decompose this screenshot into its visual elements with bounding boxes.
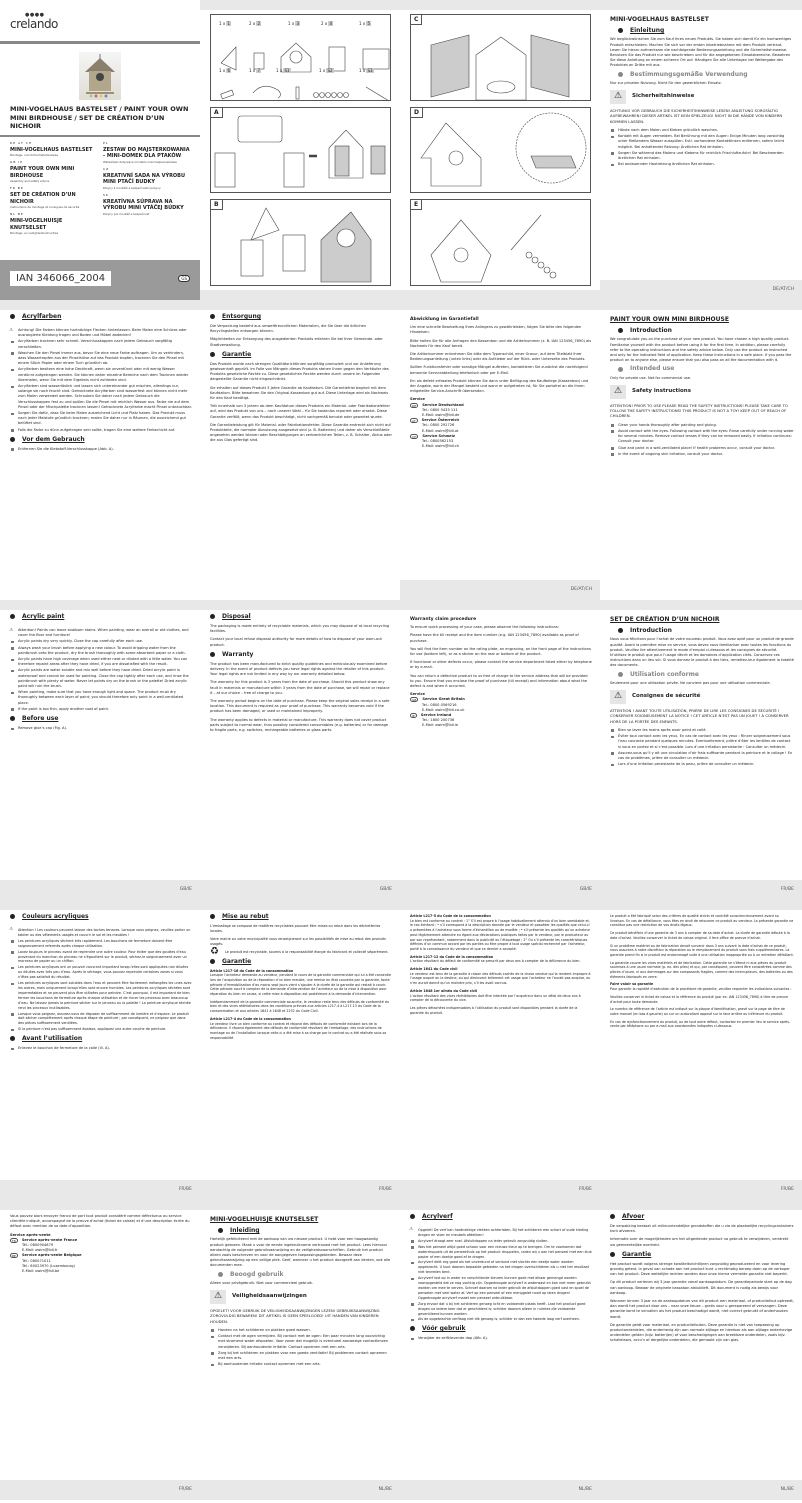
warning-triangle-icon: ⚠: [610, 385, 626, 399]
bullet-icon: [10, 1036, 15, 1041]
product-photo: [79, 52, 121, 100]
ian-number: IAN 346066_2004: [10, 271, 111, 286]
heading-introduction: Inleiding: [218, 1228, 392, 1233]
heading-warranty: Warranty: [210, 651, 400, 658]
heading-introduction: Einleitung: [618, 28, 794, 33]
service-block: Service GB Service Great Britain Tel.: 0800 0569216 E-Mail: owim@lidl.co.uk IE Service Ireland Tel.: 1800 200736 E-Mail: owim@lidl.ie: [410, 692, 465, 728]
gs-badge: GS: [178, 275, 190, 282]
bullet-icon: [618, 672, 623, 677]
gb-claim-page: Warranty claim procedure To ensure quick processing of your case, please observe the following instructions: Please have the till receipt and the item number (e.g. IAN 123456_7890) available as proof of purchase. You will find the item number on the rating plate, an engraving, on the front page of the instructions for use (bottom left), or as a sticker on the rear or bottom of the product. If functional or other defects occur, please contact the service department listed either by telephone or by e-mail. You can return a defective product to us free of charge to the service address that will be provided to you. Ensure that you enclose the proof of purchase (till receipt) and information about what the defect is and when it occurred. Service GB Service Great Britain Tel.: 0800 0569216 E-Mail: owim@lidl.co.uk IE Service Ireland Tel.: 1800 200736 E-Mail: owim@lidl.ie GB/IE: [400, 600, 600, 900]
email-link[interactable]: owim@lidl.at: [435, 428, 459, 433]
bullet-icon: [10, 914, 15, 919]
email-link[interactable]: owim@lidl.co.uk: [435, 707, 465, 712]
page-footer: NL/BE: [600, 1480, 802, 1500]
language-list-left: [10, 141, 97, 239]
diagram-a: A: [210, 107, 391, 193]
email-link[interactable]: owim@lidl.ch: [435, 444, 460, 449]
de-acryl-page: Acrylfarben ⚠ Achtung! Die Farben können hartnäckige Flecken hinterlassen. Beim Malen eine Schürze oder ausrangierte Kleidung tragen und Boden und Möbel abdecken! Acrylfarben trocknen sehr schnell. Verschlusskappen nach jedem Gebrauch sorgfältig verschließen. Waschen Sie den Pinsel immer aus, bevor Sie eine neue Farbe auftragen. Um zu verhindern, dass Wassertropfen aus der Pinselhülse auf das Produkt tropfen, trocknen Sie den Pinsel mit einem Stück Papier oder einem Tuch gründlich ab. Acrylfarben besitzen eine hohe Deckkraft, wenn sie unverdünnt oder mit wenig Wasser verdünnt aufgetragen werden. Sie können daher einzelne Bereiche nach dem Trocknen wieder übermalen, wenn Sie mit dem Ergebnis nicht zufrieden sind. Acrylfarben sind wasserlöslich und lassen sich untereinander gut mischen, allerdings nur, solange sie noch feucht sind. Getrocknete Acrylfarben sind wasserfest und können nicht mehr zum Malen verwendet werden. Schrauben Sie daher nach jedem Gebrauch die Verschlusskappen fest zu und spülen Sie die Pinsel mit reichlich Wasser aus. Farbe nie auf dem Pinsel oder der Mischpalette trocknen lassen! Getrocknete Acrylfarbe macht Pinsel unbrauchbar. Sorgen Sie dafür, dass Sie beim Malen ausreichend Licht und Platz haben. Das Produkt muss nach jeder Malstufe gründlich trocknen; malen Sie daher nur in Räumen, die ausreichend gut belüftet sind. Falls die Farbe zu dünn aufgetragen sein sollte, tragen Sie eine weitere Farbschicht auf. Vor dem Gebrauch Entfernen Sie die Klebstoff-Verschlusskappe (Abb. A).: [0, 300, 200, 600]
bullet-icon: [218, 1272, 223, 1277]
email-link[interactable]: owim@lidl.be: [35, 1269, 60, 1274]
bullet-icon: [10, 314, 15, 319]
diagram-c: C: [410, 14, 591, 101]
nl-acryl-page: Acrylverf ⚠ Opgelet! De verf kan hardnekkige vlekken achterlaten. Bij het schilderen een schort of oude kleding dragen en vloer en meubels afdekken! Acrylverf droogt zeer snel. Afsluitdoppen na ieder gebruik zorgvuldig sluiten. Was het penseel altijd goed schoon voor een nieuwe kleur op te brengen. Om te voorkomen dat waterdruppels uit de penseelhuls op het product druppelen, raden wij u aan het penseel met een stuk papier of een doekje goed af te drogen. Acrylverf dekt erg goed als het onverdund of verdund met slechts een beetje water worden opgebracht. U kunt daarom bepaalde gebieden na het drogen overschilderen als u niet het resultaat niet tevreden bent. Acrylverf lost op in water en verschillende kleuren kunnen goed met elkaar gemengd worden vooropgesteld dat ze nog vochtig zijn. Opgedroogde acrylverf is waterwast en kan niet meer gebruikt worden om mee te verven. Schroef daarom na ieder gebruik de afsluitdoppen goed vast en spoel de penselen met veel water af. Verf op een penseel of een menggalet nooit op laten drogen! Opgedroogde acrylverf maakt een penseel onbruikbaar. Zorg ervoor dat u bij het schilderen genoeg licht en voldoende plaats heeft. Laat het product goed drogen na iedere keer dat er geschilderd is; schilder daarom alleen in ruimtes die voldoende geventileerd kunnen worden. Als de opgebrachte verflaag niet dik genoeg is, schilder er dan een tweede laag verf overheen. Vóór gebruik Verwijder de zelfklevende dop (Afb. A). NL/BE: [400, 1200, 600, 1503]
email-link[interactable]: owim@lidl.de: [435, 413, 460, 418]
page-footer: FR/BE: [600, 880, 802, 900]
fr-service-page: Vous pouvez alors envoyer franco de port tout produit considéré comme défectueux au service clientèle indiqué, accompagné de la preuve d’achat (ticket de caisse) et d’une description écrite du défaut avec mention de sa date d’apparition. Service après-vente FR Service après-vente France Tél.: 0800904879 E-Mail: owim@lidl.fr BE Service après-vente Belgique Tél.: 080071011 Tél.: 80023970 (Luxembourg) E-Mail: owim@lidl.be FR/BE: [0, 1200, 200, 1503]
bullet-icon: [210, 959, 215, 964]
diagram-page: [200, 0, 600, 300]
language-entry: PL ZESTAW DO MAJSTERKOWANIA - MINI-DOMEK DLA PTAKÓW Wskazówki dotyczące montażu oraz bezpieczeństwa: [103, 140, 190, 164]
bullet-icon: [618, 72, 623, 77]
email-link[interactable]: owim@lidl.ie: [435, 723, 459, 728]
bullet-icon: [610, 1252, 615, 1257]
nl-disposal-page: Afvoer De verpakking bestaat uit milieuvriendelijke grondstoffen die u via de plaatselijke recyclingcontainers kunt afvoeren. Informatie over de mogelijkheden om het uitgediende product na gebruik te verwijderen, verstrekt uw gemeentelijke overheid. Garantie Het product wordt volgens strenge kwaliteitsrichtlijnen zorgvuldig geproduceerd en voor levering grondig getest. In geval van schade aan het product kunt u rechtmatig beroep doen op de verkoper van het product. Deze wettelijke rechten worden door onze hierna vermelde garantie niet beperkt. Op dit product verlenen wij 3 jaar garantie vanaf aankoopdatum. De garantieperiode start op de dag van aankoop. Bewaar de originele kassabon alstublieft. Dit document is nodig als bewijs voor aankoop. Wanneer binnen 3 jaar na de aankoopdatum van dit product een materiaal- of productiefout optreedt, dan wordt het product door ons – naar onze keuze – gratis voor u gerepareerd of vervangen. Deze garantie komt te vervallen als het product beschadigd wordt, niet correct gebruikt of onderhouden wordt. De garantie geldt voor materiaal- en productiefouten. Deze garantie is niet van toepassing op productonderdelen, die onderhevig zijn aan normale slijtage en hierdoor als aan slijtage onderhevige onderdelen gelden (bijv. batterijen) of voor beschadigingen aan breekbare onderdelen, zoals bijv. schakelaars, accu’s of dergelijke onderdelen, die gemaakt zijn van glas. NL/BE: [600, 1200, 802, 1503]
cover-page: [0, 0, 200, 300]
heading-before-use: Vóór gebruik: [410, 1325, 600, 1332]
language-entry: DE AT CH MINI-VOGELHAUS BASTELSET Montage- und Sicherheitshinweise: [10, 140, 93, 157]
heading-disposal: Mise au rebut: [210, 913, 400, 920]
bullet-icon: [410, 1214, 415, 1219]
page-footer: FR/BE: [400, 1180, 600, 1200]
warning-triangle-icon: ⚠: [210, 1290, 226, 1304]
bullet-icon: [210, 914, 215, 919]
bullet-icon: [10, 437, 15, 442]
language-entry: SK KREATÍVNA SÚPRAVA NA VÝROBU MINI VTÁČEJ BÚDKY Pokyny pre montáž a bezpečnosť: [103, 192, 184, 216]
language-entry: FR BE SET DE CRÉATION D’UN NICHOIR Instructions de montage et consignes de sécurité: [10, 186, 80, 209]
page-footer: GB/IE: [400, 880, 600, 900]
heading-introduction: Introduction: [618, 328, 794, 333]
heading-acrylic: Couleurs acryliques: [10, 913, 200, 920]
bullet-icon: [10, 716, 15, 721]
page-footer: FR/BE: [0, 1480, 200, 1500]
heading-acrylic: Acrylfarben: [10, 313, 200, 320]
page-footer: DE/AT/CH: [600, 280, 802, 300]
bullet-icon: [618, 328, 623, 333]
heading-intended-use: Intended use: [618, 366, 794, 371]
bullet-icon: [618, 367, 623, 372]
de-intro-page: MINI-VOGELHAUS BASTELSET Einleitung Wir beglückwünschen Sie zum Kauf Ihres neuen Produkts. Sie haben sich damit für ein hochwertiges Produkt entschieden. Machen Sie sich vor der ersten Inbetriebnahme mit dem Produkt vertraut. Lesen Sie hierzu aufmerksam die nachfolgende Bedienungsanleitung und die Sicherheitshinweise. Benutzen Sie das Produkt nur wie beschrieben und für die angegebenen Einsatzbereiche. Bewahren Sie diese Anleitung an einem sicheren Ort auf. Händigen Sie alle Unterlagen bei Weitergabe des Produktes an Dritte mit aus. Bestimmungsgemäße Verwendung Nur zur privaten Nutzung. Nicht für den gewerblichen Einsatz. ⚠ Sicherheitshinweise ACHTUNG! VOR GEBRAUCH DIE SICHERHEITSHINWEISE LESEN! ANLEITUNG SORGFÄLTIG AUFBEWAHREN! DIESER ARTIKEL IST KEIN SPIELZEUG! NICHT IN DIE HÄNDE VON KINDERN KOMMEN LASSEN. Hände nach dem Malen und Kleben gründlich waschen. Kontakt mit Augen vermeiden. Bei Berührung mit den Augen: Einige Minuten lang vorsichtig unter fließendem Wasser ausspülen. Evtl. vorhandene Kontaktlinsen entfernen, sofern leicht möglich. Bei anhaltender Reizung: Ärztlichen Rat einholen. Sorgen Sie während des Malens und Klebens für reichlich Frischluftzufuhr! Bei Beschwerden ärztlichen Rat einholen. Bei andauernder Hautreizung ärztlichen Rat einholen. DE/AT/CH: [600, 0, 802, 300]
page-footer: DE/AT/CH: [400, 580, 600, 600]
brand-logo: ●●●● crelando: [10, 12, 58, 31]
fr-disposal-page: Mise au rebut L’emballage se compose de matières recyclables pouvant être mises au rebut dans les déchetteries locales. Votre mairie ou votre municipalité vous renseigneront sur les possibilités de mise au rebut des produits usagés. ♻ Le produit est recyclable, soumis à la responsabilité élargie du fabricant et collecté séparément. Garantie Article L217-16 du Code de la consommation Lorsque l’acheteur demande au vendeur, pendant le cours de la garantie commerciale qui lui a été consentie lors de l’acquisition ou de la réparation d’un bien meuble, une remise en état couverte par la garantie, toute période d’immobilisation d’au moins sept jours vient s’ajouter à la durée de la garantie qui restait à courir. Cette période court à compter de la demande d’intervention de l’acheteur ou de la mise à disposition pour réparation du bien en cause, si cette mise à disposition est postérieure à la demande d’intervention. Indépendamment de la garantie commerciale souscrite, le vendeur reste tenu des défauts de conformité du bien et des vices rédhibitoires dans les conditions prévues aux articles L217-4 à L217-13 du Code de la consommation et aux articles 1641 à 1648 et 2232 du Code Civil. Article L217-4 du Code de la consommation Le vendeur livre un bien conforme au contrat et répond des défauts de conformité existant lors de la délivrance. Il répond également des défauts de conformité résultant de l’emballage, des instructions de montage ou de l’installation lorsque celle-ci a été mise à sa charge par le contrat ou a été réalisée sous sa responsabilité. FR/BE: [200, 900, 400, 1200]
page-footer: NL/BE: [200, 1480, 400, 1500]
ian-bar: [0, 260, 200, 300]
service-block: Service DE Service Deutschland Tel.: 0800 5435 111 E-Mail: owim@lidl.de AT Service Österreich Tel.: 0800 292726 E-Mail: owim@lidl.at CH Service Schweiz Tel.: 0800562153 E-Mail: owim@lidl.ch: [410, 397, 464, 449]
heading-disposal: Entsorgung: [210, 313, 400, 320]
heading-disposal: Disposal: [210, 613, 400, 620]
heading-intended-use: Utilisation conforme: [618, 672, 794, 677]
parts-overview: 1 x 1 2 x 2 1 x 3 2 x 4 1 x 5 1 x 6 1 x 7 1 x S1 1 x S2 1 x S3: [210, 14, 391, 101]
gb-acryl-page: Acrylic paint ⚠ Attention! Paints can leave stubborn stains. When painting, wear an overall or old clothes, and cover the floor and furniture! Acrylic paints dry very quickly. Close the cap carefully after each use. Always wash your brush before applying a new colour. To avoid dripping water from the paintbrush onto the product, dry the brush thoroughly with some absorbent paper or a cloth. Acrylic paints have high coverage when used either neat or diluted with a little water. You can therefore repaint areas after they have dried, if you are dissatisfied with the result. Acrylic paints are water soluble and mix well before they have dried. Dried acrylic paint is waterproof and cannot be used for painting. Close the cap tightly after each use, and rinse the paintbrush with plenty of water. Never let paints dry on the brush or the palette! Dried acrylic paint will ruin the brush. When painting, make sure that you have enough light and space. The product must dry thoroughly between each layer of paint; you should therefore only paint in a well-ventilated place. If the paint is too thin, apply another coat of paint. Before use Remove glue’s cap (Fig. A). GB/IE: [0, 600, 200, 900]
safety-heading: ⚠ Sicherheitshinweise: [610, 90, 794, 104]
diagram-d: D: [410, 107, 591, 193]
bullet-icon: [610, 1214, 615, 1219]
bullet-icon: [210, 652, 215, 657]
safety-list: Hände nach dem Malen und Kleben gründlich waschen. Kontakt mit Augen vermeiden. Bei Berührung mit den Augen: Einige Minuten lang vorsichtig unter fließendem Wasser ausspülen. Evtl. vorhandene Kontaktlinsen entfernen, sofern leicht möglich. Bei anhaltender Reizung: Ärztlichen Rat einholen. Sorgen Sie während des Malens und Klebens für reichlich Frischluftzufuhr! Bei Beschwerden ärztlichen Rat einholen. Bei andauernder Hautreizung ärztlichen Rat einholen.: [610, 128, 794, 167]
heading-before-use: Vor dem Gebrauch: [10, 436, 200, 443]
heading-disposal: Afvoer: [610, 1213, 802, 1220]
heading-warranty: Garantie: [210, 958, 400, 965]
heading-warranty: Garantie: [210, 351, 400, 358]
section-title: MINI-VOGELHAUS BASTELSET: [610, 16, 709, 23]
bullet-icon: [210, 614, 215, 619]
page-footer: GB/IE: [200, 880, 400, 900]
fr-intro-page: SET DE CRÉATION D’UN NICHOIR Introduction Nous vous félicitons pour l’achat de votre nouveau produit. Vous avez opté pour un produit de grande qualité. Avant la première mise en service, vous devez vous familiariser avec toutes les fonctions du produit. Veuillez lire attentivement le mode d’emploi ci-dessous et les consignes de sécurité. N’utilisez le produit que pour l’usage décrit et les domaines d’application cités. Conservez ces instructions dans un lieu sûr. Si vous donnez le produit à des tiers, remettez-leur également la totalité des documents. Utilisation conforme Seulement pour une utilisation privée. Ne convient pas pour une utilisation commerciale. ⚠ Consignes de sécurité ATTENTION ! AVANT TOUTE UTILISATION, PRIÈRE DE LIRE LES CONSIGNES DE SÉCURITÉ ! CONSERVER SOIGNEUSEMENT LA NOTICE ! CET ARTICLE N’EST PAS UN JOUET ! À CONSERVER HORS DE LA PORTÉE DES ENFANTS. Bien se laver les mains après avoir peint et collé. Éviter tout contact avec les yeux. En cas de contact avec les yeux : Rincer soigneusement sous l’eau courante pendant quelques minutes. Éventuellement, prière d’ôter les lentilles de contact si vous en portez et si c’est possible. Lors d’une irritation persistante : Consulter un médecin. Assurez-vous qu’il y ait une circulation d’air frais suffisante pendant la peinture et le collage ! En cas de problèmes, prière de consulter un médecin. Lors d’une irritation persistante de la peau, prière de consulter un médecin. FR/BE: [600, 600, 802, 900]
page-footer: NL/BE: [400, 1480, 600, 1500]
gb-intro-page: PAINT YOUR OWN MINI BIRDHOUSE Introduction We congratulate you on the purchase of your new product. You have chosen a high quality product. Familiarise yourself with the product before using it for the first time. In addition, please carefully refer to the operating instructions and the safety advice below. Only use the product as instructed and only for the indicated field of application. Keep these instructions in a safe place. If you pass the product on to anyone else, please ensure that you also pass on all the documentation with it. Intended use Only for private use. Not for commercial use. ⚠ Safety instructions ATTENTION! PRIOR TO USE PLEASE READ THE SAFETY INSTRUCTIONS! PLEASE TAKE CARE TO FOLLOW THE SAFETY INSTRUCTIONS! THIS PRODUCT IS NOT A TOY! KEEP OUT OF REACH OF CHILDREN. Clean your hands thoroughly after painting and gluing. Avoid contact with the eyes. Following contact with the eyes: Rinse carefully under running water for several minutes. Remove contact lenses if they can be removed easily. If irritation continues: Consult your doctor. Glue and paint in a well-ventilated place! If health problems occur, consult your doctor. In the event of ongoing skin irritation, consult your doctor.: [600, 300, 802, 600]
de-claim-page: Abwicklung im Garantiefall Um eine schnelle Bearbeitung Ihres Anliegens zu gewährleisten, folgen Sie bitte den folgenden Hinweisen: Bitte halten Sie für alle Anfragen den Kassenbon und die Artikelnummer (z. B. IAN 123456_7890) als Nachweis für den Kauf bereit. Die Artikelnummer entnehmen Sie bitte dem Typenschild, einer Gravur, auf dem Titelblatt Ihrer Bedienungsanleitung (unten links) oder als Aufkleber auf der Rück- oder Unterseite des Produkts. Sollten Funktionsfehler oder sonstige Mängel auftreten, kontaktieren Sie zunächst die nachfolgend benannte Serviceabteilung telefonisch oder per E-Mail. Ein als defekt erfasstes Produkt können Sie dann unter Beifügung des Kaufbelegs (Kassenbon) und der Angabe, worin der Mangel besteht und wann er aufgetreten ist, für Sie portofrei an die Ihnen mitgeteilte Service-Anschrift übersenden. Service DE Service Deutschland Tel.: 0800 5435 111 E-Mail: owim@lidl.de AT Service Österreich Tel.: 0800 292726 E-Mail: owim@lidl.at CH Service Schweiz Tel.: 0800562153 E-Mail: owim@lidl.ch DE/AT/CH: [400, 300, 600, 600]
main-title: MINI-VOGELHAUS BASTELSET / PAINT YOUR OWN MINI BIRDHOUSE / SET DE CRÉATION D’UN NICHOIR: [10, 105, 189, 130]
fr-articles-page: Article L217-5 du Code de la consommation Le bien est conforme au contrat : 1° S’il est propre à l’usage habituellement attendu d’un bien semblable et, le cas échéant : • s’il correspond à la description donnée par le vendeur et posséder les qualités que celui-ci a présentées à l’acheteur sous forme d’échantillon ou de modèle ; • s’il présente les qualités qu’un acheteur peut légitimement attendre eu égard aux déclarations publiques faites par le vendeur, par le producteur ou par son représentant, notamment dans la publicité ou l’étiquetage ; 2° Ou s’il présente les caractéristiques définies d’un commun accord par les parties ou être propre à tout usage spécial recherché par l’acheteur, porté à la connaissance du vendeur et que ce dernier a accepté. Article L217-12 du Code de la consommation L’action résultant du défaut de conformité se prescrit par deux ans à compter de la délivrance du bien. Article 1641 du Code civil Le vendeur est tenu de la garantie à raison des défauts cachés de la chose vendue qui la rendent impropre à l’usage auquel on la destine, ou qui diminuent tellement cet usage que l’acheteur ne l’aurait pas acquise, ou n’en aurait donné qu’un moindre prix, s’il les avait connus. Article 1648 1er alinéa du Code civil L’action résultant des vices rédhibitoires doit être intentée par l’acquéreur dans un délai de deux ans à compter de la découverte du vice. Les pièces détachées indispensables à l’utilisation du produit sont disponibles pendant la durée de la garantie du produit. FR/BE: [400, 900, 600, 1200]
heading-intended-use: Bestimmungsgemäße Verwendung: [618, 72, 794, 77]
de-disposal-page: Entsorgung Die Verpackung besteht aus umweltfreundlichen Materialien, die Sie über die örtlichen Recyclingstellen entsorgen können. Möglichkeiten zur Entsorgung des ausgedienten Produkts erfahren Sie bei Ihrer Gemeinde- oder Stadtverwaltung. Garantie Das Produkt wurde nach strengen Qualitätsrichtlinien sorgfältig produziert und vor Anlieferung gewissenhaft geprüft. Im Falle von Mängeln dieses Produkts stehen Ihnen gegen den Verkäufer des Produkts gesetzliche Rechte zu. Diese gesetzlichen Rechte werden durch unsere im Folgenden dargestellte Garantie nicht eingeschränkt. Sie erhalten auf dieses Produkt 3 Jahre Garantie ab Kaufdatum. Die Garantiefrist beginnt mit dem Kaufdatum. Bitte bewahren Sie den Original-Kassenbon gut auf. Diese Unterlage wird als Nachweis für den Kauf benötigt. Tritt innerhalb von 3 Jahren ab dem Kaufdatum dieses Produkts ein Material- oder Fabrikationsfehler auf, wird das Produkt von uns – nach unserer Wahl – für Sie kostenlos repariert oder ersetzt. Diese Garantie verfällt, wenn das Produkt beschädigt, nicht sachgemäß benutzt oder gewartet wurde. Die Garantieleistung gilt für Material- oder Fabrikationsfehler. Diese Garantie erstreckt sich nicht auf Produktteile, die normaler Abnutzung ausgesetzt sind (z. B. Batterien) und daher als Verschleißteile angesehen werden können oder Beschädigungen an zerbrechlichen Teilen, z. B. Schalter, Akkus oder die aus Glas gefertigt sind.: [200, 300, 400, 600]
heading-warranty: Garantie: [610, 1251, 802, 1258]
gb-disposal-page: Disposal The packaging is made entirely of recyclable materials, which you may dispose of at local recycling facilities. Contact your local refuse disposal authority for more details of how to dispose of your worn-out product. Warranty The product has been manufactured to strict quality guidelines and meticulously examined before delivery. In the event of product defects you have legal rights against the retailer of this product. Your legal rights are not limited in any way by our warranty detailed below. The warranty for this product is 3 years from the date of purchase. Should this product show any fault in materials or manufacture within 3 years from the date of purchase, we will repair or replace it – at our choice – free of charge to you. The warranty period begins on the date of purchase. Please keep the original sales receipt in a safe location. This document is required as your proof of purchase. This warranty becomes void if the product has been damaged, or used or maintained improperly. The warranty applies to defects in material or manufacture. This warranty does not cover product parts subject to normal wear, thus possibly considered consumables (e.g. batteries) or for damage to fragile parts, e.g. switches, rechargeable batteries or glass parts. GB/IE: [200, 600, 400, 900]
heading-acrylic: Acrylverf: [410, 1213, 600, 1220]
heading-acrylic: Acrylic paint: [10, 613, 200, 620]
page-footer: FR/BE: [200, 1180, 400, 1200]
email-link[interactable]: owim@lidl.fr: [35, 1248, 58, 1253]
safety-heading: ⚠ Veiligheidsaanwijzingen: [210, 1290, 392, 1304]
page-footer: FR/BE: [0, 1180, 200, 1200]
bullet-icon: [410, 1326, 415, 1331]
language-entry: NL BE MINI-VOGELHUISJE KNUTSELSET Montage- en veiligheidsinstructies: [10, 212, 63, 235]
page-footer: FR/BE: [600, 1180, 802, 1200]
heading-before-use: Avant l’utilisation: [10, 1035, 200, 1042]
heading-intended-use: Beoogd gebruik: [218, 1272, 392, 1277]
warning-triangle-icon: ⚠: [610, 90, 626, 104]
bullet-icon: [210, 314, 215, 319]
diagram-b: B: [210, 199, 391, 286]
diagram-e: E: [410, 199, 591, 286]
safety-heading: ⚠ Safety instructions: [610, 385, 794, 399]
heading-introduction: Introduction: [618, 628, 794, 633]
bullet-icon: [218, 1228, 223, 1233]
fr-acryl-page: Couleurs acryliques ⚠ Attention ! Les couleurs peuvent laisser des taches tenaces. Lorsque vous peignez, veuillez porter un tablier ou des vêtements usagés et couvrir le sol et les meubles ! Les peintures acryliques sèchent très rapidement. Les bouchons de fermeture doivent être soigneusement refermés après chaque utilisation. Lavez toujours le pinceau avant de reprendre une autre couleur. Pour éviter que des gouttes d’eau provenant du manchon du pinceau ne s’égouttent sur le produit, séchez-le soigneusement avec un morceau de papier ou un chiffon. Les peintures acryliques ont un pouvoir couvrant important lorsqu’elles sont appliquées non diluées ou diluées avec très peu d’eau. Après le séchage, vous pouvez repeindre certaines zones si vous n’êtes pas satisfait du résultat. Les peintures acryliques sont solubles dans l’eau et peuvent être facilement mélangées les unes avec les autres, mais uniquement lorsqu’elles sont encore humides. Les peintures acryliques séchées sont imperméables et ne peuvent plus être utilisées pour peindre. C’est pourquoi, il est important de bien fermer les bouchons de fermeture après chaque utilisation et de rincer les pinceaux avec beaucoup d’eau. Ne laissez jamais la peinture sécher sur le pinceau ou la palette ! La peinture acrylique séchée rend les pinceaux inutilisables. Lorsque vous peignez, assurez-vous de disposer de suffisamment de lumière et d’espace. Le produit doit sécher complètement après chaque étape de peinture ; par conséquent, ne peignez que dans des pièces suffisamment ventilées. Si la peinture n’est pas suffisamment épaisse, appliquez une autre couche de peinture. Avant l’utilisation Enlevez le bouchon de fermeture de la colle (ill. A). FR/BE: [0, 900, 200, 1200]
language-entry: GB IE PAINT YOUR OWN MINI BIRDHOUSE Assembly and safety advice: [10, 160, 75, 183]
bullet-icon: [618, 28, 623, 33]
bullet-icon: [10, 614, 15, 619]
divider: [0, 41, 200, 44]
nl-intro-page: MINI-VOGELHUISJE KNUTSELSET Inleiding Hartelijk gefeliciteerd met de aankoop van uw nieuwe product. U hebt voor een hoogwaardig product gekozen. Maak u voor de eerste ingebruikname vertrouwd met het product. Lees hiervoor aandachtig de volgende gebruiksaanwijzing en de veiligheidsvoorschriften. Gebruik het product alleen zoals beschreven en voor de aangegeven toepassingsgebieden. Bewaar deze gebruiksaanwijzing op een veilige plek. Geef, wanneer u het product doorgeeft aan derden, ook alle documenten mee. Beoogd gebruik Alleen voor privégebruik. Niet voor commercieel gebruik. ⚠ Veiligheidsaanwijzingen OPGELET! VOOR GEBRUIK DE VEILIGHEIDSAANWIJZINGEN LEZEN! GEBRUIKSAANWIJZING ZORGVULDIG BEWAREN! DIT ARTIKEL IS GEEN SPEELGOED! UIT HANDEN VAN KINDEREN HOUDEN. Handen na het schilderen en plakken goed wassen. Contact met de ogen vermijden. Bij contact met de ogen: Een paar minuten lang voorzichtig met stromend water afspoelen. Voor zover dat mogelijk is eventueel aanwezige contactlenzen verwijderen. Bij aanhoudende irritatie: Contact opnemen met een arts. Zorg bij het schilderen en plakken voor een goede ventilatie! Bij problemen contact opnemen met een arts. Bij aanhoudende irritatie contact opnemen met een arts. NL/BE: [200, 1200, 400, 1503]
recycling-icon: ♻: [210, 945, 219, 957]
language-entry: CZ KREATIVNÍ SADA NA VÝROBU MINI PTAČÍ BUDKY Pokyny k montáži a bezpečnostní pokyny: [103, 166, 186, 190]
service-block: Service après-vente FR Service après-vente France Tél.: 0800904879 E-Mail: owim@lidl.fr BE Service après-vente Belgique Tél.: 080071011 Tél.: 80023970 (Luxembourg) E-Mail: owim@lidl.be: [10, 1232, 82, 1274]
heading-before-use: Before use: [10, 715, 200, 722]
language-list-right: [103, 141, 190, 239]
page-footer: GB/IE: [0, 880, 200, 900]
fr-warranty-page: Le produit a été fabriqué selon des critères de qualité stricts et contrôlé consciencieusement avant sa livraison. En cas de défaillance, vous êtes en droit de retourner ce produit au vendeur. La présente garantie ne constitue pas une restriction de vos droits légaux. Ce produit bénéficie d’une garantie de 3 ans à compter de sa date d’achat. La durée de garantie débute à la date d’achat. Veuillez conserver le ticket de caisse original. Il fera office de preuve d’achat. Si un problème matériel ou de fabrication devait survenir dans 3 ans suivant la date d’achat de ce produit, nous assurons à notre discrétion la réparation ou le remplacement du produit sans frais supplémentaires. La garantie prend fin si le produit est endommagé suite à une utilisation inappropriée ou à un entretien défaillant. La garantie couvre les vices matériels et de fabrication. Cette garantie ne s’étend ni aux pièces du produit soumises à une usure normale (p. ex. des piles) et qui, par conséquent, peuvent être considérées comme des pièces d’usure, ni aux dommages sur des composants fragiles, comme des interrupteurs, des batteries ou des éléments fabriqués en verre. Faire valoir sa garantie Pour garantir la rapidité d’exécution de la procédure de garantie, veuillez respecter les indications suivantes : Veuillez conserver le ticket de caisse et la référence du produit (par ex. IAN 123456_7890) à titre de preuve d’achat pour toute demande. Le numéro de référence de l’article est indiqué sur la plaque d’identification, gravé sur la page de titre de votre manuel (en bas à gauche) ou sur un autocollant apposé sur la face arrière ou inférieure du produit. En cas de dysfonctionnement du produit, ou de tout autre défaut, contactez en premier lieu le service après-vente par téléphone ou par e-mail aux coordonnées indiquées ci-dessous. FR/BE: [600, 900, 802, 1200]
bullet-icon: [618, 628, 623, 633]
bullet-icon: [210, 352, 215, 357]
safety-heading: ⚠ Consignes de sécurité: [610, 690, 794, 704]
warning-triangle-icon: ⚠: [610, 690, 626, 704]
